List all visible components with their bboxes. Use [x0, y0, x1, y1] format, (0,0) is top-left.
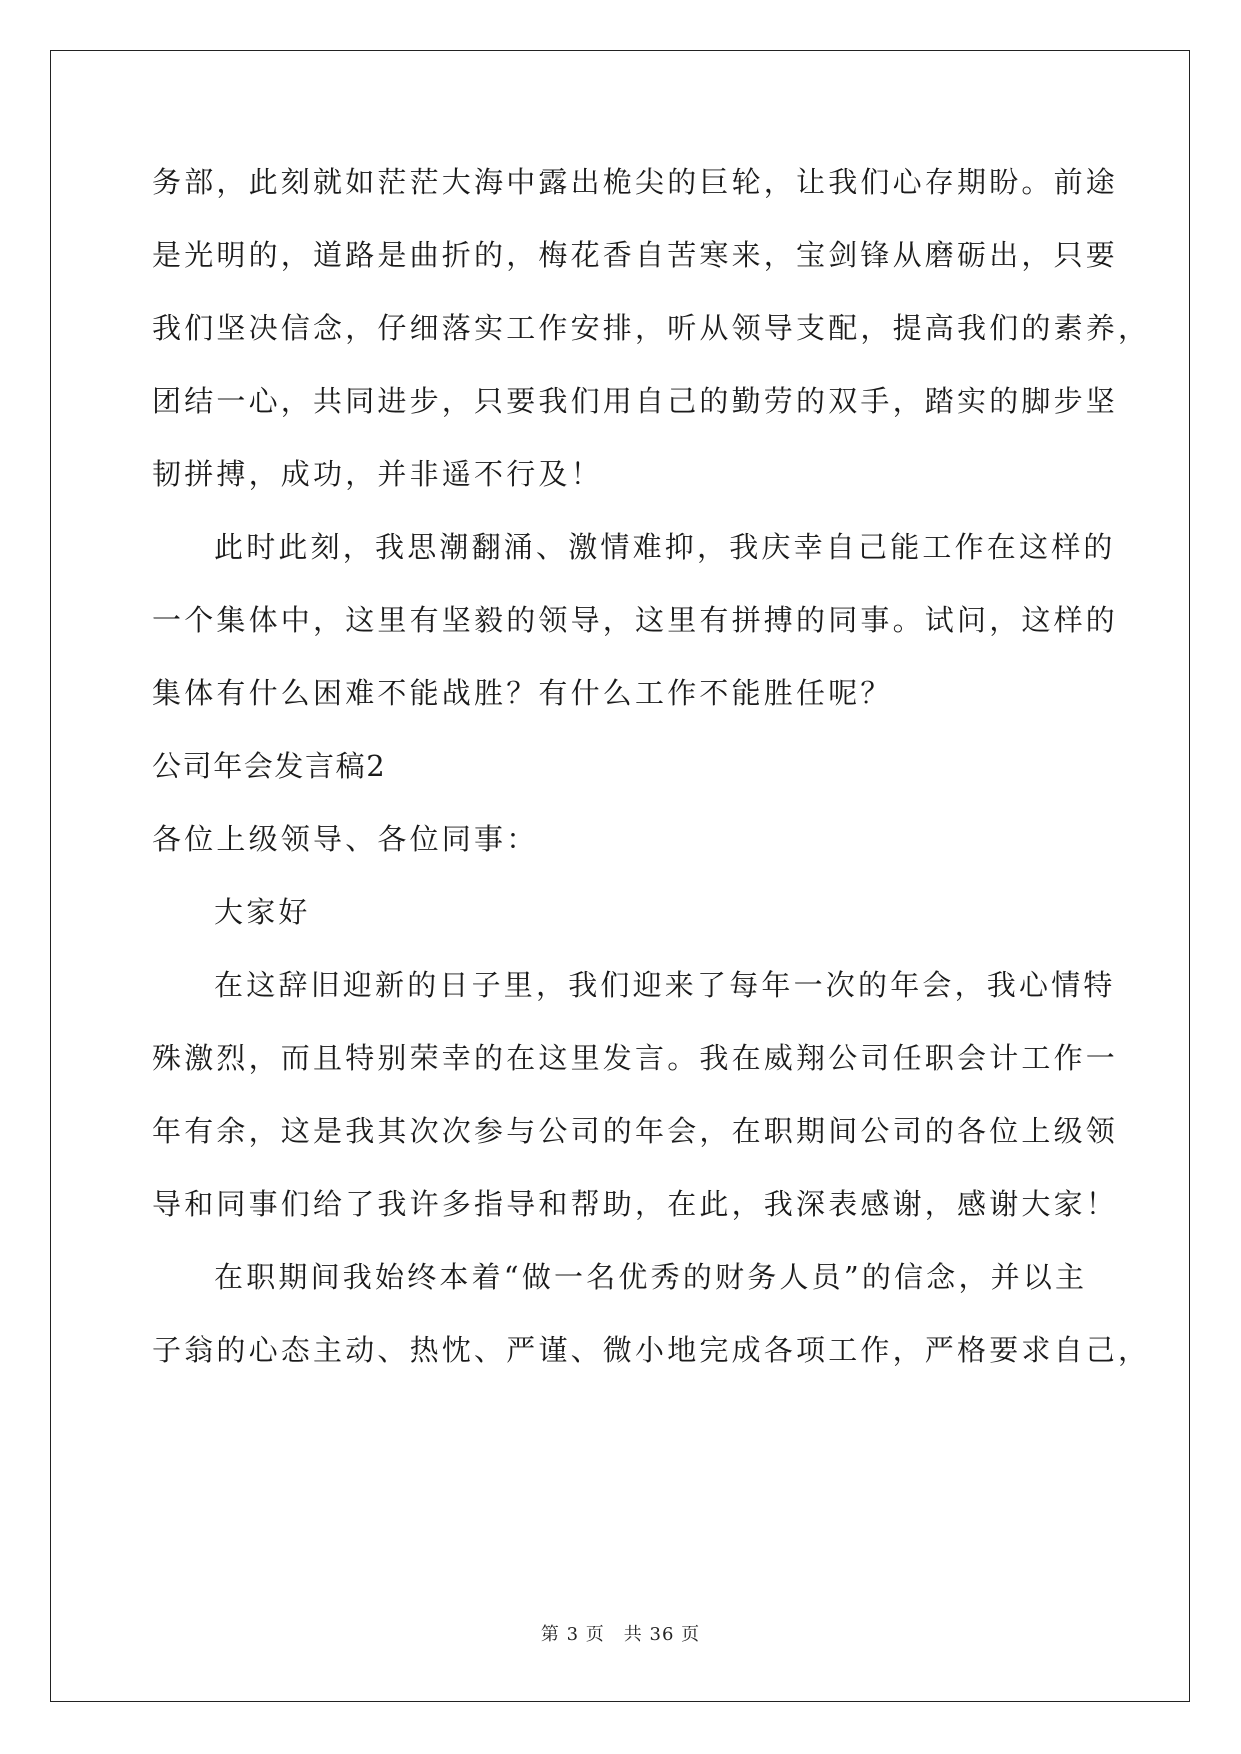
section-title: 公司年会发言稿2 [152, 749, 387, 783]
text-line: 一个集体中，这里有坚毅的领导，这里有拼搏的同事。试问，这样的 [152, 603, 1119, 637]
text-line: 是光明的，道路是曲折的，梅花香自苦寒来，宝剑锋从磨砺出，只要 [152, 238, 1119, 272]
text-line: 务部，此刻就如茫茫大海中露出桅尖的巨轮，让我们心存期盼。前途 [152, 165, 1119, 199]
text-line: 集体有什么困难不能战胜？有什么工作不能胜任呢？ [152, 676, 893, 710]
text-line: 团结一心，共同进步，只要我们用自己的勤劳的双手，踏实的脚步坚 [152, 384, 1119, 418]
text-line: 子翁的心态主动、热忱、严谨、微小地完成各项工作，严格要求自己， [152, 1333, 1151, 1367]
paragraph-start: 此时此刻，我思潮翻涌、激情难抑，我庆幸自己能工作在这样的 [214, 530, 1116, 564]
page-border [50, 50, 1190, 1702]
salutation: 各位上级领导、各位同事： [152, 822, 539, 856]
paragraph-start: 在这辞旧迎新的日子里，我们迎来了每年一次的年会，我心情特 [214, 968, 1116, 1002]
text-line: 殊激烈，而且特别荣幸的在这里发言。我在威翔公司任职会计工作一 [152, 1041, 1119, 1075]
text-line: 我们坚决信念，仔细落实工作安排，听从领导支配，提高我们的素养， [152, 311, 1151, 345]
text-line: 韧拼搏，成功，并非遥不行及！ [152, 457, 603, 491]
page-number-footer: 第 3 页 共 36 页 [540, 1624, 701, 1645]
greeting: 大家好 [214, 895, 311, 929]
text-line: 导和同事们给了我许多指导和帮助，在此，我深表感谢，感谢大家！ [152, 1187, 1119, 1221]
text-line: 年有余，这是我其次次参与公司的年会，在职期间公司的各位上级领 [152, 1114, 1119, 1148]
paragraph-start: 在职期间我始终本着“做一名优秀的财务人员”的信念，并以主 [214, 1260, 1088, 1294]
